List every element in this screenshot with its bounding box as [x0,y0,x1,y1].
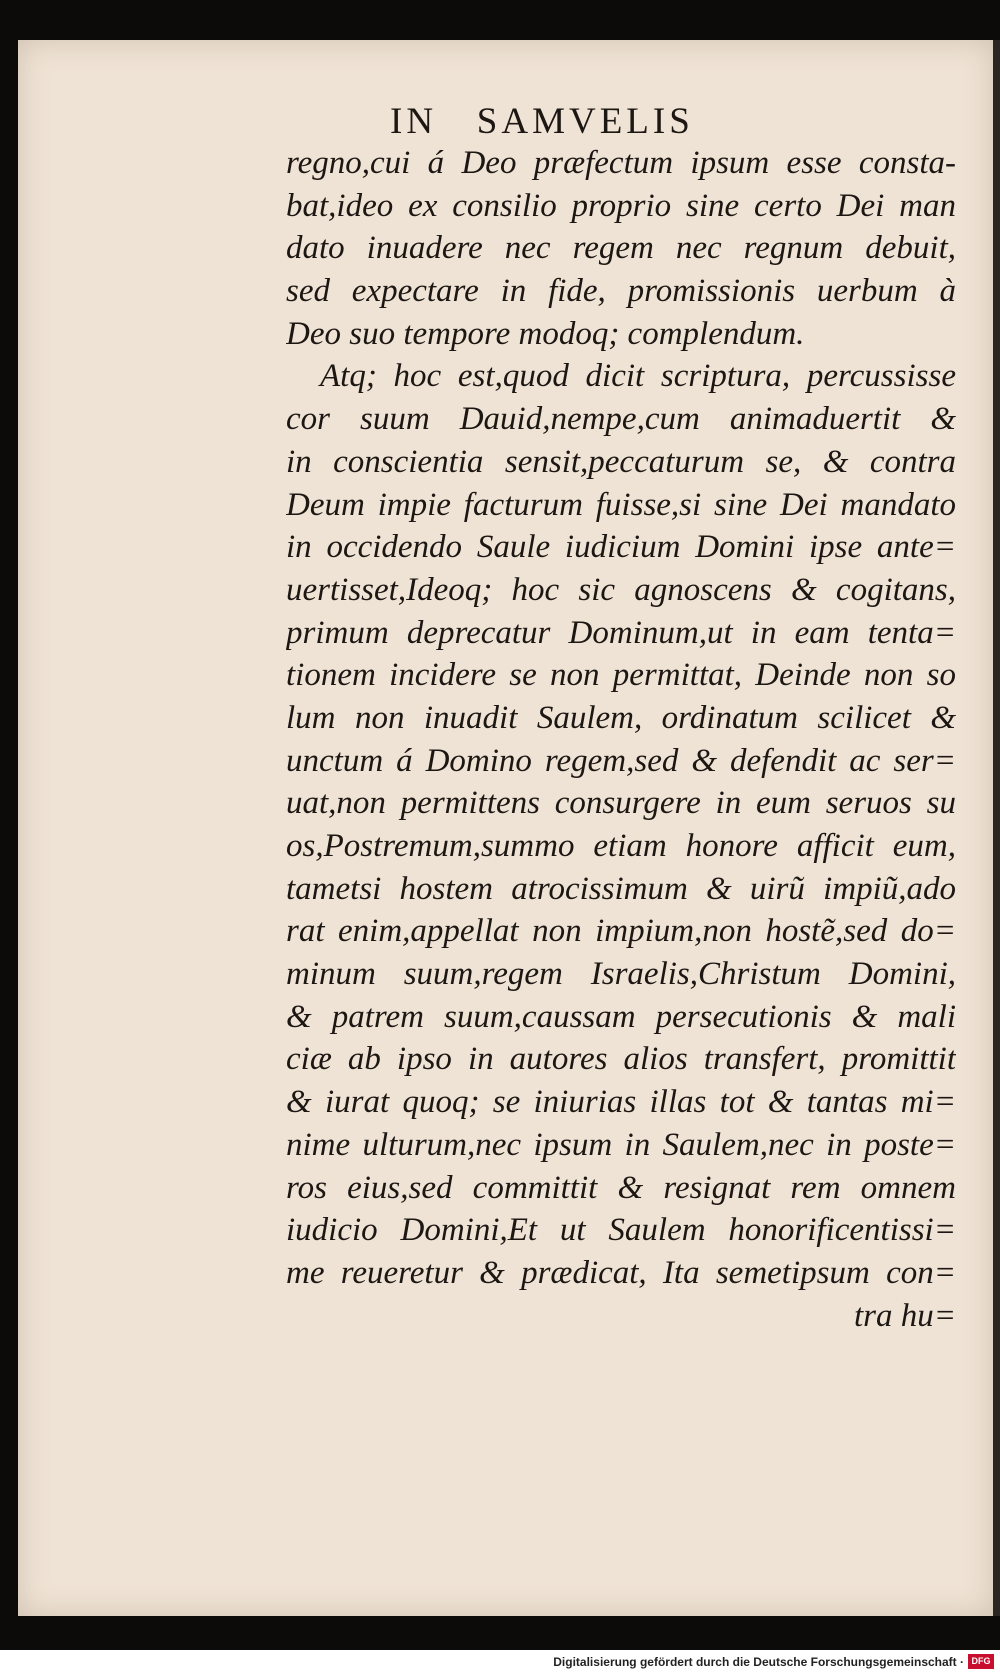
text-line: Deum impie facturum fuisse,si sine Dei mandato [286,486,956,523]
text-line: nime ulturum,nec ipsum in Saulem,nec in poste= [286,1126,956,1163]
text-line: Deo suo tempore modoq; complendum. [286,315,805,352]
digitization-credit: Digitalisierung gefördert durch die Deutsche Forschungsgemeinschaft · [553,1655,964,1669]
running-head: IN SAMVELIS [390,101,694,142]
text-line: sed expectare in fide, promissionis uerbum à [286,273,956,310]
text-line: iudicio Domini,Et ut Saulem honorificentissi= [286,1212,956,1249]
text-line: ciæ ab ipso in autores alios transfert, promittit [286,1041,956,1078]
text-line: tametsi hostem atrocissimum & uirũ impiũ,ado [286,870,956,907]
text-line: me reueretur & prædicat, Ita semetipsum con= [286,1254,956,1291]
text-line: & iurat quoq; se iniurias illas tot & tantas mi= [286,1084,956,1121]
text-line: dato inuadere nec regem nec regnum debuit, [286,230,956,267]
text-block [286,142,956,1337]
page-edge [993,40,1000,1616]
text-line: uat,non permittens consurgere in eum seruos su [286,785,956,822]
text-line: in conscientia sensit,peccaturum se, & contra [286,443,956,480]
text-line: unctum á Domino regem,sed & defendit ac ser= [286,742,956,779]
text-line: uertisset,Ideoq; hoc sic agnoscens & cogitans, [286,571,956,608]
text-line: Atq; hoc est,quod dicit scriptura, percussisse [320,358,956,395]
text-line: rat enim,appellat non impium,non hostẽ,sed do= [286,913,956,950]
dfg-logo-icon: DFG [968,1654,994,1669]
text-line: ros eius,sed committit & resignat rem omnem [286,1169,956,1206]
text-line: tionem incidere se non permittat, Deinde non so [286,657,956,694]
text-line: lum non inuadit Saulem, ordinatum scilicet & [286,699,956,736]
catchword-line: tra hu= [853,1297,956,1334]
text-line: bat,ideo ex consilio proprio sine certo Dei man [286,187,956,224]
text-line: regno,cui á Deo præfectum ipsum esse consta- [286,145,956,181]
text-line: primum deprecatur Dominum,ut in eam tenta= [286,614,956,651]
text-line: minum suum,regem Israelis,Christum Domini, [286,956,956,993]
text-line: cor suum Dauid,nempe,cum animaduertit & [286,401,956,438]
text-line: in occidendo Saule iudicium Domini ipse ante= [286,529,956,566]
text-line: os,Postremum,summo etiam honore afficit eum, [286,828,956,864]
text-line: & patrem suum,caussam persecutionis & mali [286,998,956,1035]
